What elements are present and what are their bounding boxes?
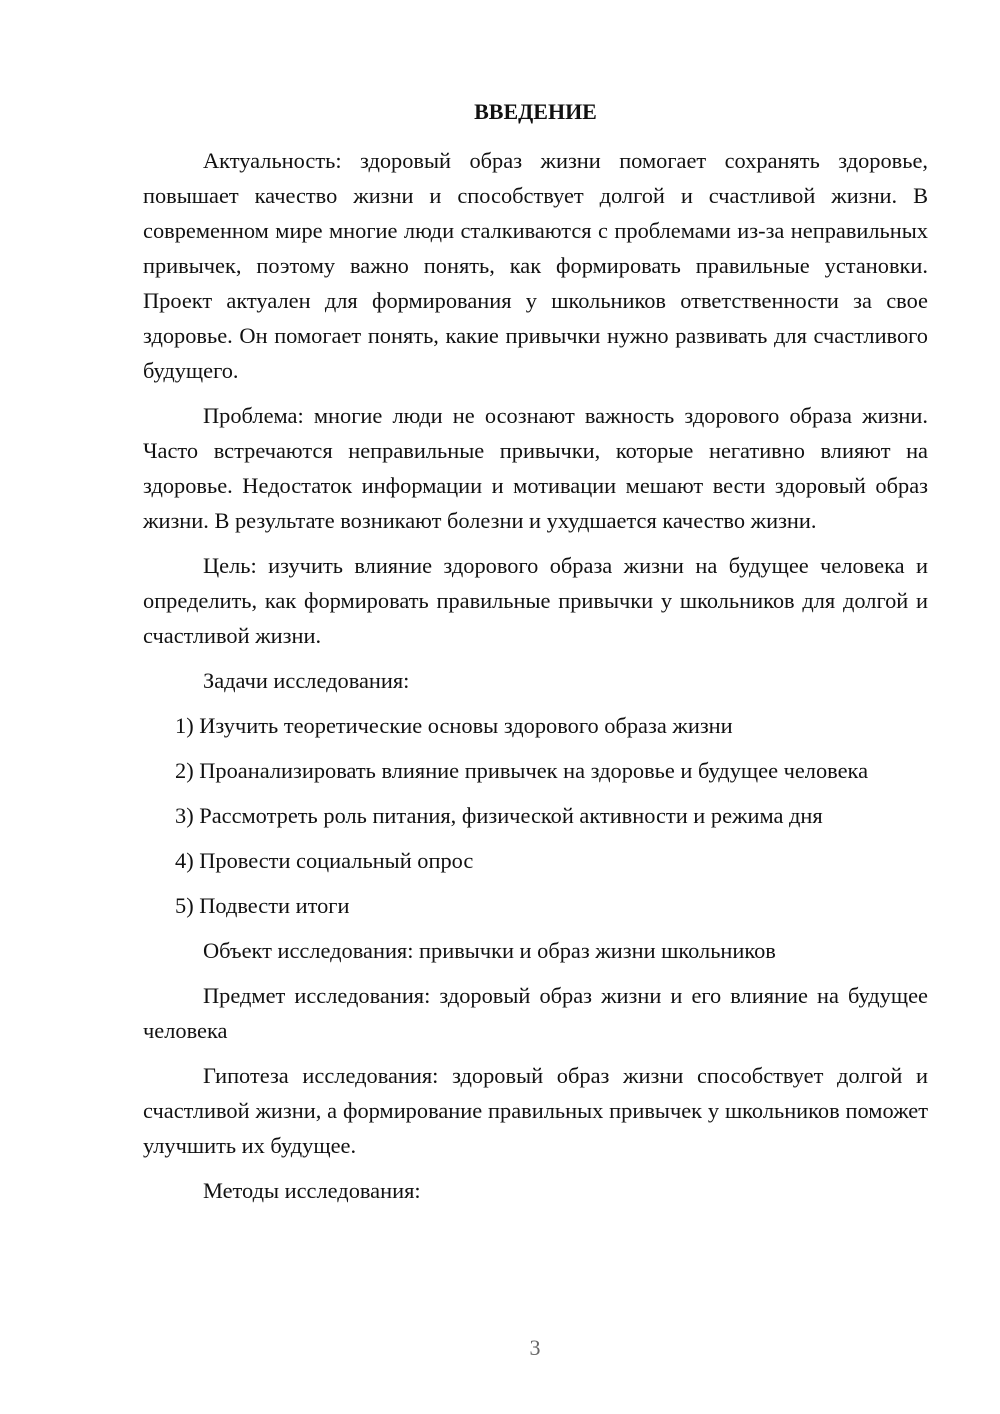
object-paragraph: Объект исследования: привычки и образ жизни школьников [203, 938, 776, 963]
page-title: ВВЕДЕНИЕ [474, 99, 597, 124]
tasks-heading: Задачи исследования: [203, 668, 410, 693]
task-item-1: 1) Изучить теоретические основы здорового образа жизни [175, 713, 733, 738]
goal-paragraph: Цель: изучить влияние здорового образа жизни на будущее человека и определить, как формировать правильные привычки у школьников для долгой и счастливой жизни. [143, 553, 928, 648]
task-item-4: 4) Провести социальный опрос [175, 848, 474, 873]
task-item-5: 5) Подвести итоги [175, 893, 350, 918]
problem-paragraph: Проблема: многие люди не осознают важность здорового образа жизни. Часто встречаются неправильные привычки, которые негативно влияют на здоровье. Недостаток информации и мотивации мешают вести здоровый образ жизни. В результате возникают болезни и ухудшается качество жизни. [143, 403, 928, 533]
document-body [143, 94, 928, 1208]
relevance-paragraph: Актуальность: здоровый образ жизни помогает сохранять здоровье, повышает качество жизни и способствует долгой и счастливой жизни. В современном мире многие люди сталкиваются с проблемами из-за неправильных привычек, поэтому важно понять, как формировать правильные установки. Проект актуален для формирования у школьников ответственности за свое здоровье. Он помогает понять, какие привычки нужно развивать для счастливого будущего. [143, 148, 928, 383]
subject-paragraph: Предмет исследования: здоровый образ жизни и его влияние на будущее человека [143, 983, 928, 1043]
hypothesis-paragraph: Гипотеза исследования: здоровый образ жизни способствует долгой и счастливой жизни, а формирование правильных привычек у школьников поможет улучшить их будущее. [143, 1063, 928, 1158]
methods-heading: Методы исследования: [203, 1178, 421, 1203]
task-item-2: 2) Проанализировать влияние привычек на здоровье и будущее человека [175, 758, 869, 783]
page-number: 3 [529, 1335, 541, 1360]
task-item-3: 3) Рассмотреть роль питания, физической активности и режима дня [175, 803, 823, 828]
